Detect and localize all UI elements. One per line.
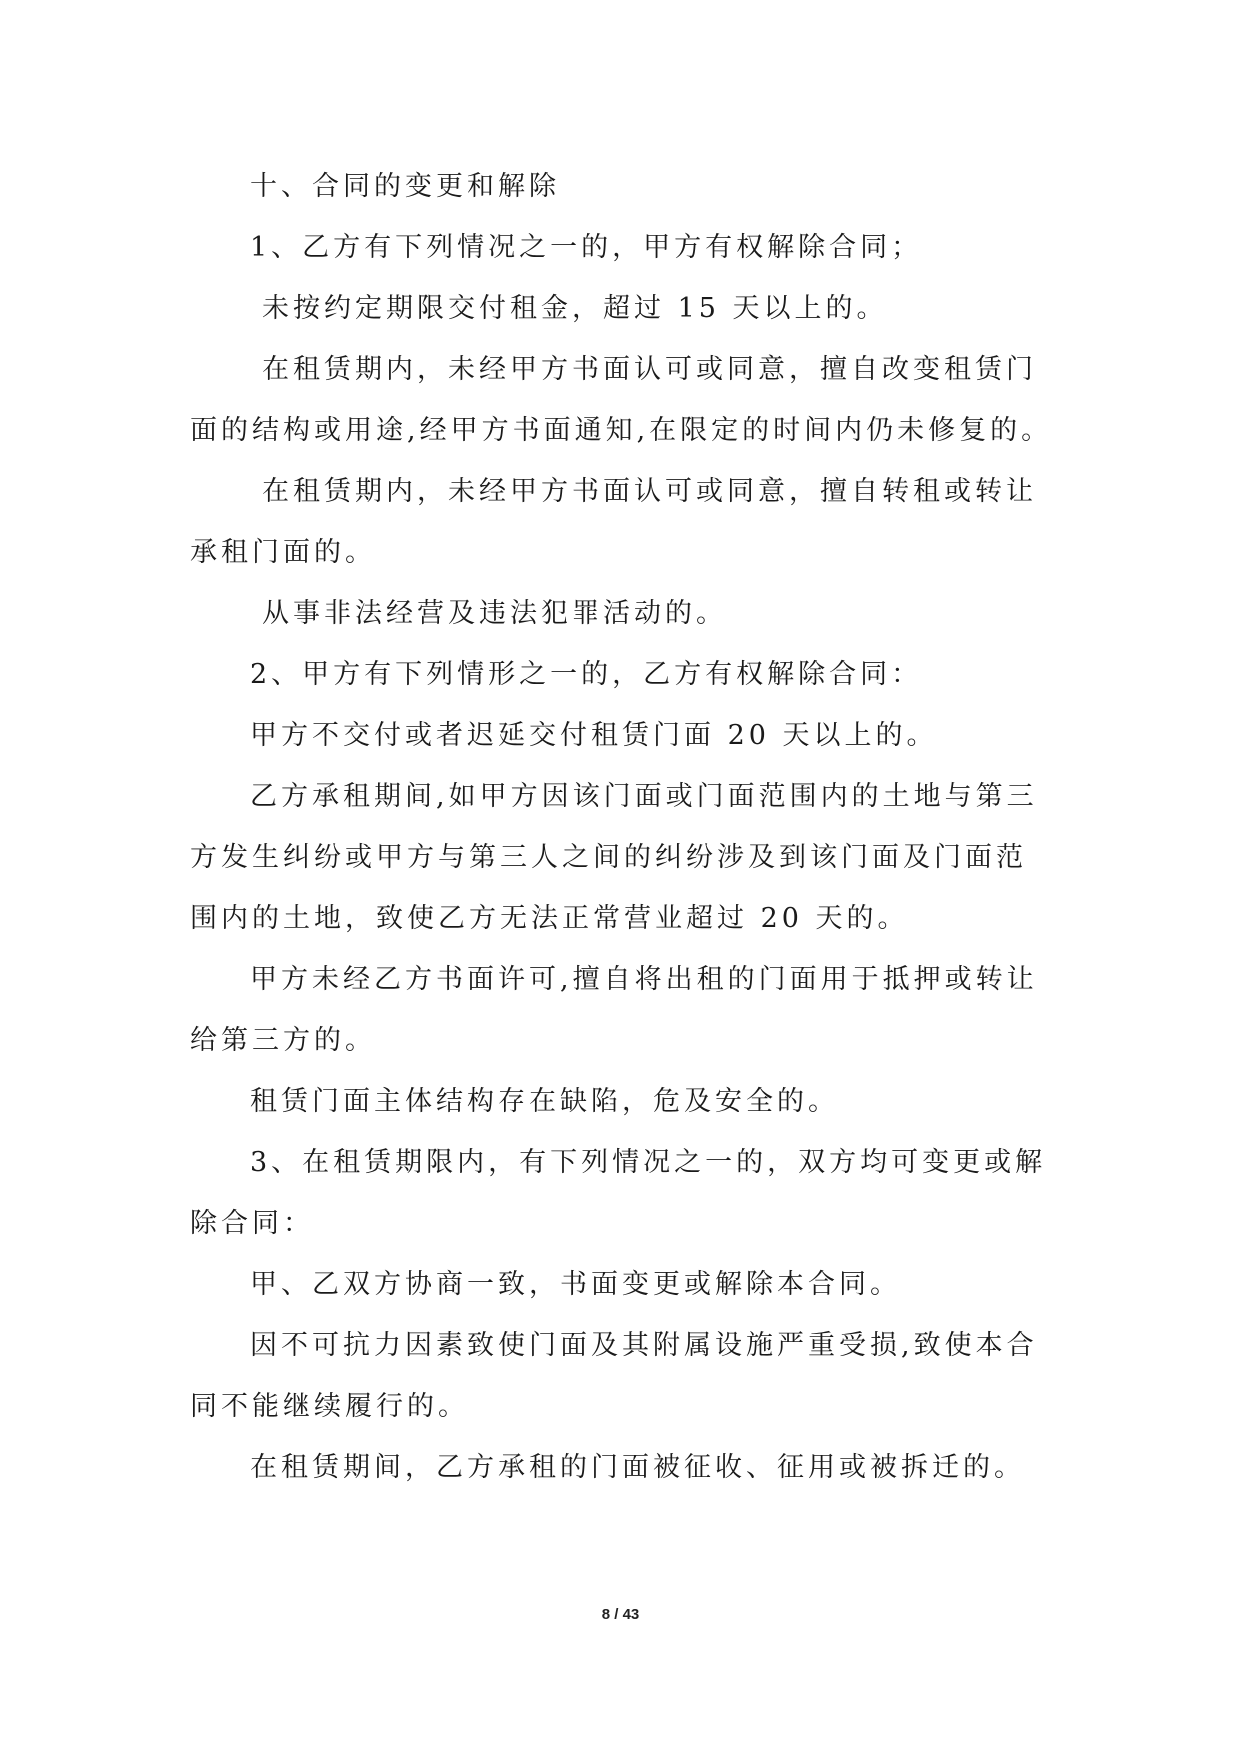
paragraph-line: 除合同： bbox=[190, 1208, 314, 1239]
paragraph-line: 从事非法经营及违法犯罪活动的。 bbox=[262, 598, 727, 629]
paragraph-line: 面的结构或用途,经甲方书面通知,在限定的时间内仍未修复的。 bbox=[190, 415, 1053, 446]
document-body bbox=[190, 156, 1062, 1498]
paragraph-line: 给第三方的。 bbox=[190, 1025, 376, 1056]
paragraph-line: 在租赁期内，未经甲方书面认可或同意，擅自转租或转让 bbox=[262, 476, 1037, 507]
paragraph-line: 同不能继续履行的。 bbox=[190, 1391, 469, 1422]
clause-2-heading: 2、甲方有下列情形之一的，乙方有权解除合同： bbox=[250, 659, 923, 690]
paragraph-line: 承租门面的。 bbox=[190, 537, 376, 568]
section-heading: 十、合同的变更和解除 bbox=[250, 171, 560, 202]
paragraph-line: 围内的土地，致使乙方无法正常营业超过 20 天的。 bbox=[190, 903, 909, 934]
page-number: 8 / 43 bbox=[601, 1606, 640, 1623]
paragraph-line: 未按约定期限交付租金，超过 15 天以上的。 bbox=[262, 293, 888, 324]
paragraph-line: 甲、乙双方协商一致，书面变更或解除本合同。 bbox=[250, 1269, 901, 1300]
paragraph-line: 因不可抗力因素致使门面及其附属设施严重受损,致使本合 bbox=[250, 1330, 1038, 1361]
paragraph-line: 方发生纠纷或甲方与第三人之间的纠纷涉及到该门面及门面范 bbox=[190, 842, 1027, 873]
paragraph-line: 在租赁期间，乙方承租的门面被征收、征用或被拆迁的。 bbox=[250, 1452, 1025, 1483]
paragraph-line: 甲方未经乙方书面许可,擅自将出租的门面用于抵押或转让 bbox=[250, 964, 1038, 995]
paragraph-line: 租赁门面主体结构存在缺陷，危及安全的。 bbox=[250, 1086, 839, 1117]
paragraph-line: 在租赁期内，未经甲方书面认可或同意，擅自改变租赁门 bbox=[262, 354, 1037, 385]
clause-1-heading: 1、乙方有下列情况之一的，甲方有权解除合同； bbox=[250, 232, 923, 263]
paragraph-line: 甲方不交付或者迟延交付租赁门面 20 天以上的。 bbox=[250, 720, 938, 751]
paragraph-line: 乙方承租期间,如甲方因该门面或门面范围内的土地与第三 bbox=[250, 781, 1038, 812]
clause-3-heading: 3、在租赁期限内，有下列情况之一的，双方均可变更或解 bbox=[250, 1147, 1047, 1178]
